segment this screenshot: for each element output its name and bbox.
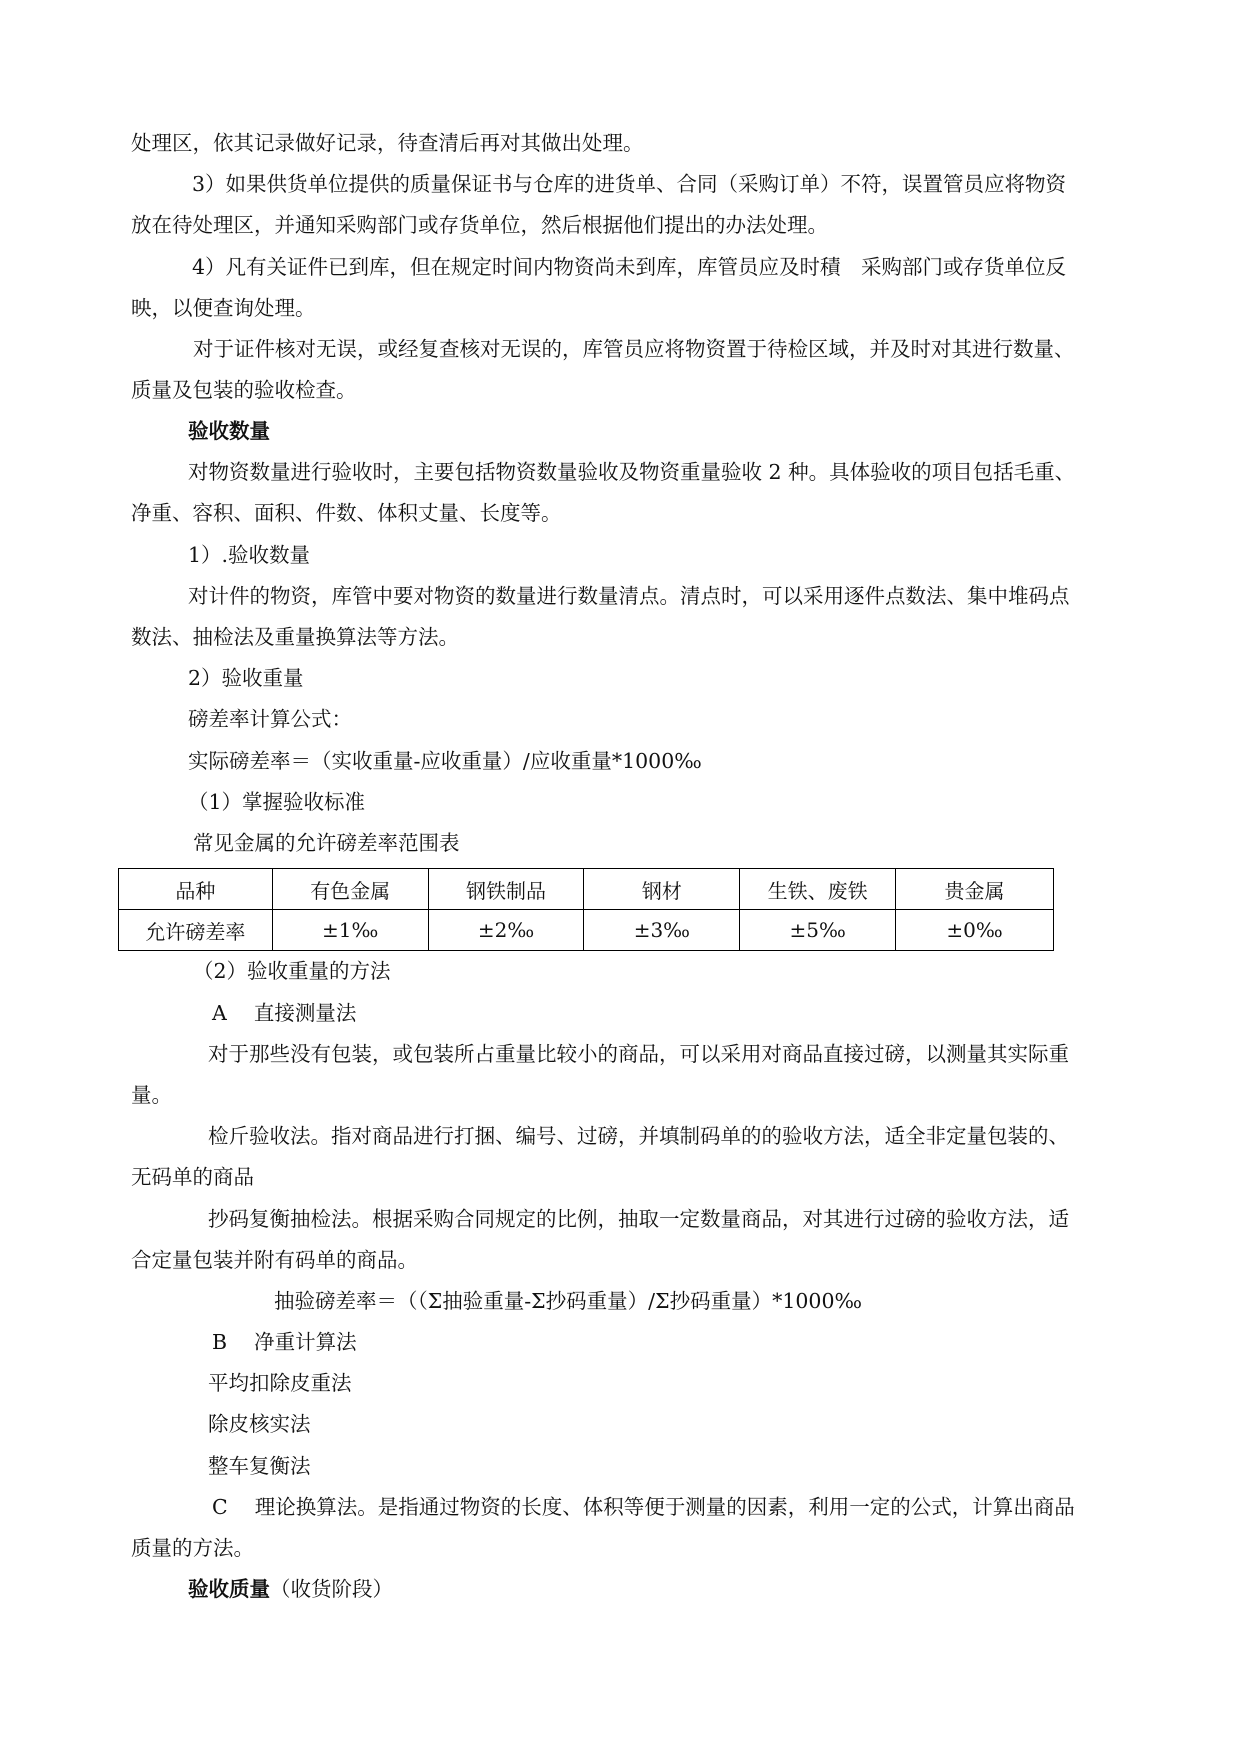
paragraph-line: 整车复衡法 <box>208 1454 311 1478</box>
table-header-cell: 钢材 <box>584 869 740 910</box>
table-header-cell: 品种 <box>119 869 273 910</box>
paragraph-line: 1）.验收数量 <box>188 543 311 567</box>
paragraph-line: 映，以便查询处理。 <box>131 296 316 320</box>
paragraph-line: 对于那些没有包装，或包装所占重量比较小的商品，可以采用对商品直接过磅，以测量其实际重 <box>208 1042 1069 1066</box>
paragraph-line: 处理区，依其记录做好记录，待查清后再对其做出处理。 <box>131 131 644 155</box>
paragraph-line: （1）掌握验收标准 <box>188 790 366 814</box>
table-header-cell: 生铁、废铁 <box>740 869 896 910</box>
paragraph-line: 对于证件核对无误，或经复查核对无误的，库管员应将物资置于待检区域，并及时对其进行数量、 <box>193 337 1075 361</box>
paragraph-line: C 理论换算法。是指通过物资的长度、体积等便于测量的因素，利用一定的公式，计算出商品 <box>212 1495 1075 1519</box>
paragraph-line: 2）验收重量 <box>188 666 304 690</box>
table-row <box>119 910 1054 951</box>
paragraph-line: （2）验收重量的方法 <box>193 959 391 983</box>
table-cell: ±3‰ <box>584 910 740 951</box>
table-cell: 允许磅差率 <box>119 910 273 951</box>
table-header-row <box>119 869 1054 910</box>
paragraph-line: A 直接测量法 <box>212 1001 357 1025</box>
paragraph-line: 量。 <box>131 1083 172 1107</box>
formula-line: 实际磅差率＝（实收重量-应收重量）/应收重量*1000‰ <box>188 749 702 773</box>
paragraph-line: 3）如果供货单位提供的质量保证书与仓库的进货单、合同（采购订单）不符，误置管员应将物资 <box>192 172 1067 196</box>
paragraph-line: 质量及包装的验收检查。 <box>131 378 357 402</box>
section-heading-quality-suffix: （收货阶段） <box>270 1577 393 1601</box>
section-heading-quantity: 验收数量 <box>188 419 270 443</box>
paragraph-line: 无码单的商品 <box>131 1165 254 1189</box>
paragraph-line: 数法、抽检法及重量换算法等方法。 <box>131 625 459 649</box>
paragraph-line: 除皮核实法 <box>208 1412 311 1436</box>
formula-line: 抽验磅差率＝（（Σ抽验重量-Σ抄码重量）/Σ抄码重量）*1000‰ <box>274 1289 862 1313</box>
paragraph-line: 质量的方法。 <box>131 1536 254 1560</box>
paragraph-line: 4）凡有关证件已到库，但在规定时间内物资尚未到库，库管员应及时積 采购部门或存货单位反 <box>192 255 1067 279</box>
section-heading-quality <box>188 1576 393 1602</box>
paragraph-line: 放在待处理区，并通知采购部门或存货单位，然后根据他们提出的办法处理。 <box>131 213 828 237</box>
tolerance-table <box>118 868 1054 951</box>
table-caption: 常见金属的允许磅差率范围表 <box>193 831 460 855</box>
paragraph-line: B 净重计算法 <box>212 1330 357 1354</box>
section-heading-quality-title: 验收质量 <box>188 1577 270 1601</box>
table-header-cell: 有色金属 <box>272 869 428 910</box>
table-cell: ±2‰ <box>428 910 584 951</box>
table-header-cell: 钢铁制品 <box>428 869 584 910</box>
paragraph-line: 平均扣除皮重法 <box>208 1371 352 1395</box>
paragraph-line: 对计件的物资，库管中要对物资的数量进行数量清点。清点时，可以采用逐件点数法、集中堆码点 <box>188 584 1070 608</box>
paragraph-line: 对物资数量进行验收时，主要包括物资数量验收及物资重量验收 2 种。具体验收的项目包括毛重、 <box>188 460 1076 484</box>
paragraph-line: 检斤验收法。指对商品进行打捆、编号、过磅，并填制码单的的验收方法，适全非定量包装的、 <box>208 1124 1069 1148</box>
paragraph-line: 磅差率计算公式： <box>188 707 352 731</box>
table-header-cell: 贵金属 <box>896 869 1054 910</box>
paragraph-line: 抄码复衡抽检法。根据采购合同规定的比例，抽取一定数量商品，对其进行过磅的验收方法，适 <box>208 1207 1069 1231</box>
table-cell: ±0‰ <box>896 910 1054 951</box>
paragraph-line: 净重、容积、面积、件数、体积丈量、长度等。 <box>131 501 562 525</box>
table-cell: ±5‰ <box>740 910 896 951</box>
table-cell: ±1‰ <box>272 910 428 951</box>
paragraph-line: 合定量包装并附有码单的商品。 <box>131 1248 418 1272</box>
